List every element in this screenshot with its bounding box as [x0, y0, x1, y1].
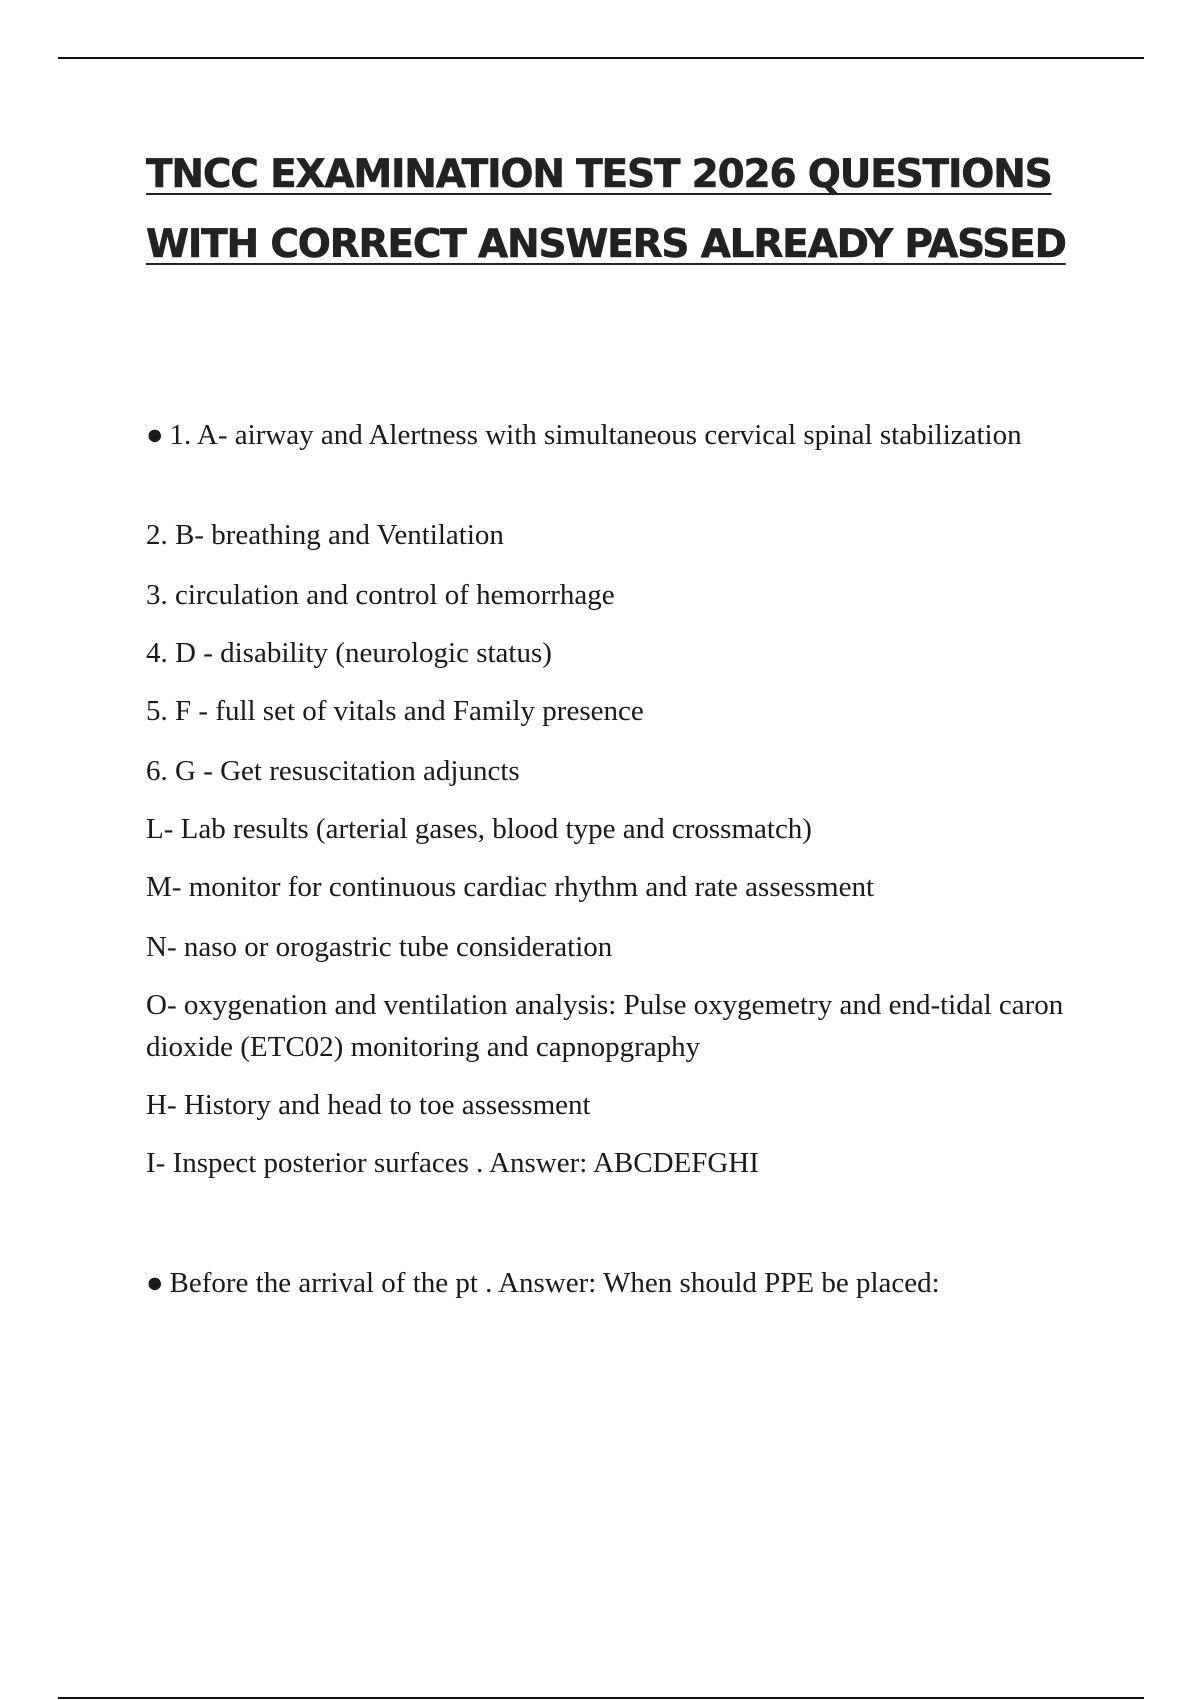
question-1-item-9: N- naso or orogastric tube consideration: [146, 931, 613, 963]
question-1-item-6: 6. G - Get resuscitation adjuncts: [146, 755, 520, 787]
question-1-item-8: M- monitor for continuous cardiac rhythm and rate assessment: [146, 871, 875, 903]
question-1-item-5: 5. F - full set of vitals and Family presence: [146, 695, 644, 727]
question-1-item-3: 3. circulation and control of hemorrhage: [146, 579, 615, 611]
question-1-item-11: H- History and head to toe assessment: [146, 1089, 591, 1121]
document-title: [146, 140, 1106, 280]
question-1-item-1: [146, 414, 1066, 456]
bullet-icon: ●: [146, 419, 164, 451]
item-text: Before the arrival of the pt . Answer: When should PPE be placed:: [169, 1267, 940, 1299]
title-line-1: TNCC EXAMINATION TEST 2026 QUESTIONS: [146, 152, 1052, 197]
title-line-2: WITH CORRECT ANSWERS ALREADY PASSED: [146, 222, 1066, 267]
question-1-answer: I- Inspect posterior surfaces . Answer: ABCDEFGHI: [146, 1147, 759, 1179]
item-text: 1. A- airway and Alertness with simultaneous cervical spinal stabilization: [169, 419, 1022, 451]
bullet-icon: ●: [146, 1267, 164, 1299]
top-divider: [58, 57, 1144, 59]
bottom-divider: [58, 1697, 1144, 1699]
question-1-item-2: 2. B- breathing and Ventilation: [146, 519, 504, 551]
question-2: [146, 1262, 1066, 1304]
question-1-item-10: O- oxygenation and ventilation analysis: Pulse oxygemetry and end-tidal caron dioxide (ETC02) monitoring and capnopgraphy: [146, 989, 1064, 1063]
question-1-item-4: 4. D - disability (neurologic status): [146, 637, 552, 669]
question-1-item-7: L- Lab results (arterial gases, blood type and crossmatch): [146, 813, 812, 845]
